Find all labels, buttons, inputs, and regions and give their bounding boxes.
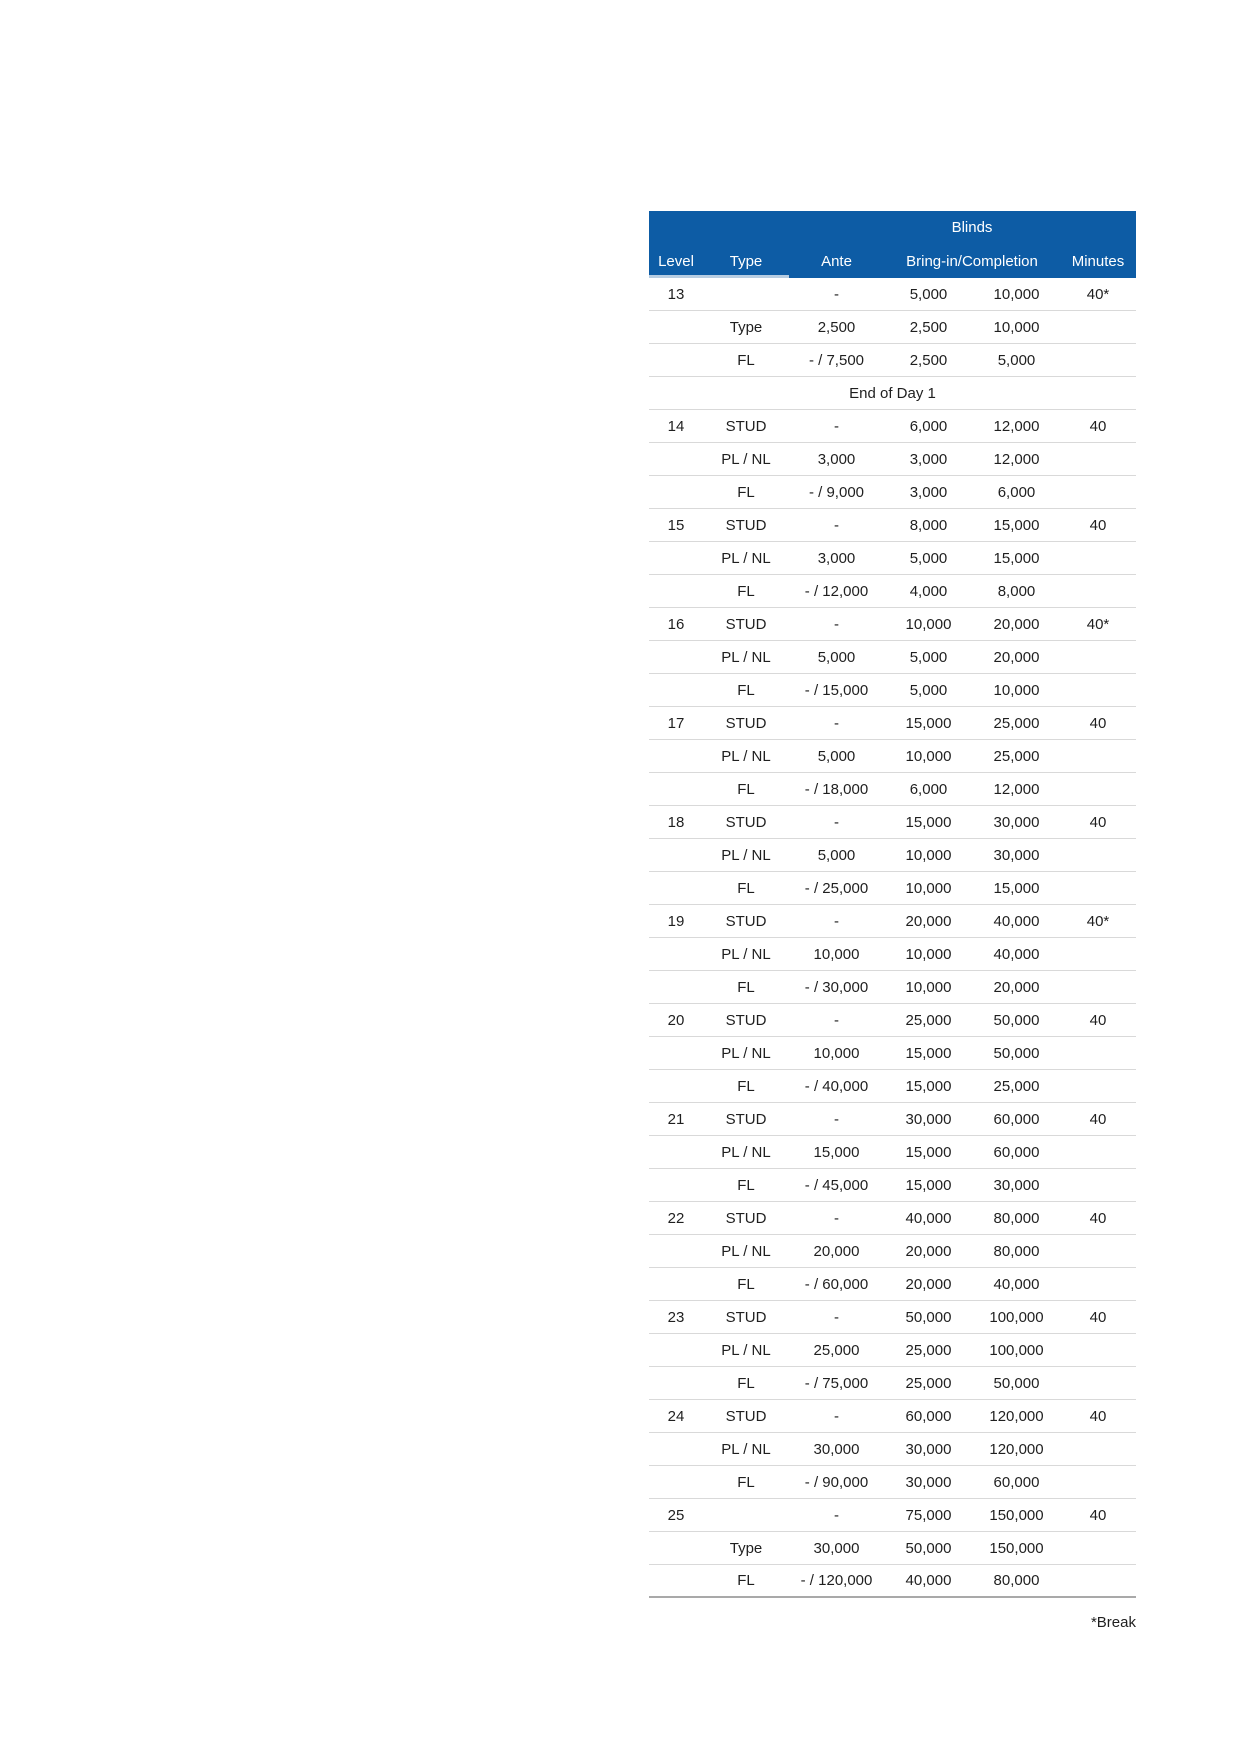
cell-type: STUD (725, 1011, 767, 1029)
header-accent-underline (649, 275, 789, 278)
cell-bringin: 60,000 (905, 1407, 952, 1425)
cell-ante: 5,000 (817, 648, 856, 666)
end-of-day-row (649, 377, 1136, 410)
table-row (649, 1103, 1136, 1136)
cell-ante: - / 7,500 (808, 351, 865, 369)
cell-bringin: 50,000 (905, 1308, 952, 1326)
table-row (649, 707, 1136, 740)
cell-type: FL (737, 1374, 755, 1392)
cell-completion: 10,000 (993, 681, 1040, 699)
cell-type: FL (737, 681, 755, 699)
cell-ante: 5,000 (817, 846, 856, 864)
cell-ante: 25,000 (813, 1341, 860, 1359)
cell-level: 25 (667, 1506, 685, 1524)
cell-ante: - (834, 1209, 839, 1227)
cell-minutes: 40 (1089, 1308, 1107, 1326)
table-row (649, 278, 1136, 311)
table-row (649, 1070, 1136, 1103)
cell-bringin: 5,000 (909, 648, 948, 666)
cell-ante: - (834, 516, 839, 534)
cell-type: PL / NL (721, 747, 771, 765)
cell-level: 14 (667, 417, 685, 435)
table-row (649, 1202, 1136, 1235)
cell-bringin: 2,500 (909, 351, 948, 369)
cell-completion: 120,000 (989, 1440, 1044, 1458)
cell-completion: 15,000 (993, 879, 1040, 897)
cell-type: FL (737, 1077, 755, 1095)
header-type: Type (729, 252, 763, 270)
cell-type: STUD (725, 912, 767, 930)
cell-ante: - (834, 813, 839, 831)
cell-bringin: 15,000 (905, 1044, 952, 1062)
cell-bringin: 15,000 (905, 1077, 952, 1095)
table-row (649, 542, 1136, 575)
cell-bringin: 15,000 (905, 813, 952, 831)
cell-type: STUD (725, 1308, 767, 1326)
cell-type: STUD (725, 1110, 767, 1128)
cell-bringin: 20,000 (905, 1242, 952, 1260)
cell-bringin: 40,000 (905, 1209, 952, 1227)
cell-ante: - / 25,000 (804, 879, 869, 897)
table-row (649, 872, 1136, 905)
cell-ante: - (834, 285, 839, 303)
table-row (649, 1169, 1136, 1202)
cell-completion: 50,000 (993, 1044, 1040, 1062)
table-row (649, 608, 1136, 641)
cell-type: PL / NL (721, 846, 771, 864)
cell-ante: - (834, 615, 839, 633)
cell-type: STUD (725, 516, 767, 534)
table-row (649, 674, 1136, 707)
cell-type: FL (737, 879, 755, 897)
cell-completion: 100,000 (989, 1308, 1044, 1326)
cell-type: FL (737, 1473, 755, 1491)
table-row (649, 1268, 1136, 1301)
table-row (649, 1433, 1136, 1466)
cell-type: STUD (725, 714, 767, 732)
cell-ante: - / 9,000 (808, 483, 865, 501)
header-level: Level (658, 252, 694, 270)
table-row (649, 1037, 1136, 1070)
table-row (649, 971, 1136, 1004)
cell-completion: 20,000 (993, 978, 1040, 996)
cell-bringin: 10,000 (905, 615, 952, 633)
end-of-day-label: End of Day 1 (849, 384, 936, 402)
cell-ante: - / 18,000 (804, 780, 869, 798)
table-row (649, 509, 1136, 542)
table-row (649, 575, 1136, 608)
cell-completion: 60,000 (993, 1473, 1040, 1491)
cell-ante: - (834, 1506, 839, 1524)
table-row (649, 1301, 1136, 1334)
cell-bringin: 30,000 (905, 1440, 952, 1458)
cell-level: 17 (667, 714, 685, 732)
cell-bringin: 30,000 (905, 1110, 952, 1128)
cell-ante: - / 12,000 (804, 582, 869, 600)
cell-bringin: 3,000 (909, 483, 948, 501)
cell-minutes: 40 (1089, 516, 1107, 534)
cell-type: FL (737, 1275, 755, 1293)
cell-type: PL / NL (721, 1440, 771, 1458)
cell-ante: - (834, 1110, 839, 1128)
cell-bringin: 50,000 (905, 1539, 952, 1557)
table-row (649, 1400, 1136, 1433)
cell-ante: - / 15,000 (804, 681, 869, 699)
cell-ante: - / 90,000 (804, 1473, 869, 1491)
cell-type: STUD (725, 1407, 767, 1425)
cell-type: PL / NL (721, 1341, 771, 1359)
cell-level: 23 (667, 1308, 685, 1326)
cell-bringin: 75,000 (905, 1506, 952, 1524)
cell-type: FL (737, 1572, 755, 1589)
cell-completion: 60,000 (993, 1143, 1040, 1161)
cell-completion: 30,000 (993, 846, 1040, 864)
table-row (649, 740, 1136, 773)
table-row (649, 1004, 1136, 1037)
cell-type: FL (737, 483, 755, 501)
table-row (649, 938, 1136, 971)
cell-ante: - / 45,000 (804, 1176, 869, 1194)
cell-type: STUD (725, 615, 767, 633)
cell-minutes: 40 (1089, 1407, 1107, 1425)
cell-completion: 20,000 (993, 648, 1040, 666)
cell-completion: 25,000 (993, 747, 1040, 765)
blind-structure-sheet (649, 211, 1136, 1598)
cell-minutes: 40 (1089, 1110, 1107, 1128)
header-minutes: Minutes (1071, 252, 1125, 270)
cell-bringin: 25,000 (905, 1341, 952, 1359)
header-labels-row (649, 244, 1136, 278)
cell-ante: 30,000 (813, 1440, 860, 1458)
table-row (649, 839, 1136, 872)
cell-completion: 40,000 (993, 912, 1040, 930)
cell-ante: - (834, 1308, 839, 1326)
cell-type: Type (729, 1539, 763, 1557)
cell-minutes: 40 (1089, 1506, 1107, 1524)
cell-completion: 40,000 (993, 945, 1040, 963)
cell-ante: - (834, 1011, 839, 1029)
header-bringin-completion: Bring-in/Completion (906, 252, 1038, 270)
table-row (649, 1466, 1136, 1499)
cell-completion: 20,000 (993, 615, 1040, 633)
cell-ante: 10,000 (813, 945, 860, 963)
table-row (649, 641, 1136, 674)
cell-completion: 12,000 (993, 417, 1040, 435)
cell-bringin: 25,000 (905, 1374, 952, 1392)
cell-type: FL (737, 780, 755, 798)
cell-ante: 30,000 (813, 1539, 860, 1557)
cell-type: PL / NL (721, 1143, 771, 1161)
cell-type: PL / NL (721, 1242, 771, 1260)
cell-ante: 3,000 (817, 450, 856, 468)
cell-level: 15 (667, 516, 685, 534)
cell-ante: - (834, 714, 839, 732)
cell-bringin: 10,000 (905, 978, 952, 996)
cell-completion: 12,000 (993, 780, 1040, 798)
cell-bringin: 6,000 (909, 780, 948, 798)
cell-completion: 8,000 (997, 582, 1036, 600)
cell-ante: 2,500 (817, 318, 856, 336)
table-row (649, 905, 1136, 938)
cell-ante: 20,000 (813, 1242, 860, 1260)
table-row (649, 344, 1136, 377)
table-row (649, 1136, 1136, 1169)
cell-completion: 50,000 (993, 1011, 1040, 1029)
cell-completion: 100,000 (989, 1341, 1044, 1359)
cell-bringin: 10,000 (905, 879, 952, 897)
cell-bringin: 8,000 (909, 516, 948, 534)
cell-completion: 150,000 (989, 1539, 1044, 1557)
cell-ante: - / 120,000 (800, 1572, 873, 1589)
cell-type: FL (737, 1176, 755, 1194)
header-group-spacer-left (649, 211, 884, 244)
cell-bringin: 5,000 (909, 285, 948, 303)
cell-bringin: 5,000 (909, 549, 948, 567)
table-header (649, 211, 1136, 278)
cell-completion: 80,000 (993, 1572, 1040, 1589)
table-row (649, 1334, 1136, 1367)
cell-bringin: 10,000 (905, 846, 952, 864)
cell-type: PL / NL (721, 945, 771, 963)
cell-completion: 80,000 (993, 1209, 1040, 1227)
cell-type: FL (737, 582, 755, 600)
cell-minutes: 40* (1086, 912, 1110, 930)
table-row (649, 311, 1136, 344)
table-row (649, 1367, 1136, 1400)
cell-type: PL / NL (721, 450, 771, 468)
cell-type: STUD (725, 417, 767, 435)
cell-bringin: 20,000 (905, 912, 952, 930)
cell-minutes: 40 (1089, 1011, 1107, 1029)
cell-bringin: 30,000 (905, 1473, 952, 1491)
cell-completion: 60,000 (993, 1110, 1040, 1128)
cell-level: 18 (667, 813, 685, 831)
cell-completion: 10,000 (993, 318, 1040, 336)
cell-bringin: 10,000 (905, 747, 952, 765)
table-row (649, 1565, 1136, 1598)
cell-bringin: 15,000 (905, 1143, 952, 1161)
cell-completion: 5,000 (997, 351, 1036, 369)
cell-bringin: 3,000 (909, 450, 948, 468)
cell-level: 20 (667, 1011, 685, 1029)
cell-type: FL (737, 978, 755, 996)
cell-bringin: 6,000 (909, 417, 948, 435)
cell-type: PL / NL (721, 549, 771, 567)
cell-ante: 5,000 (817, 747, 856, 765)
cell-level: 24 (667, 1407, 685, 1425)
cell-minutes: 40 (1089, 714, 1107, 732)
cell-ante: 15,000 (813, 1143, 860, 1161)
cell-minutes: 40* (1086, 285, 1110, 303)
table-body (649, 278, 1136, 1598)
cell-completion: 25,000 (993, 714, 1040, 732)
cell-bringin: 5,000 (909, 681, 948, 699)
cell-minutes: 40 (1089, 813, 1107, 831)
header-group-spacer-right (1060, 211, 1136, 244)
header-ante: Ante (821, 252, 852, 270)
cell-completion: 15,000 (993, 549, 1040, 567)
cell-completion: 120,000 (989, 1407, 1044, 1425)
cell-bringin: 2,500 (909, 318, 948, 336)
cell-bringin: 10,000 (905, 945, 952, 963)
cell-ante: - / 60,000 (804, 1275, 869, 1293)
cell-type: PL / NL (721, 648, 771, 666)
table-row (649, 1532, 1136, 1565)
cell-ante: 3,000 (817, 549, 856, 567)
cell-level: 22 (667, 1209, 685, 1227)
cell-completion: 80,000 (993, 1242, 1040, 1260)
cell-type: STUD (725, 1209, 767, 1227)
cell-bringin: 15,000 (905, 1176, 952, 1194)
cell-ante: - (834, 1407, 839, 1425)
cell-completion: 150,000 (989, 1506, 1044, 1524)
cell-ante: - / 30,000 (804, 978, 869, 996)
cell-level: 16 (667, 615, 685, 633)
cell-ante: - / 75,000 (804, 1374, 869, 1392)
cell-ante: - (834, 912, 839, 930)
cell-level: 19 (667, 912, 685, 930)
cell-bringin: 15,000 (905, 714, 952, 732)
table-row (649, 773, 1136, 806)
cell-ante: 10,000 (813, 1044, 860, 1062)
cell-bringin: 20,000 (905, 1275, 952, 1293)
cell-completion: 12,000 (993, 450, 1040, 468)
cell-bringin: 4,000 (909, 582, 948, 600)
cell-level: 13 (667, 285, 685, 303)
cell-completion: 50,000 (993, 1374, 1040, 1392)
table-row (649, 476, 1136, 509)
cell-minutes: 40 (1089, 417, 1107, 435)
cell-bringin: 25,000 (905, 1011, 952, 1029)
cell-minutes: 40 (1089, 1209, 1107, 1227)
cell-completion: 40,000 (993, 1275, 1040, 1293)
table-row (649, 410, 1136, 443)
cell-completion: 6,000 (997, 483, 1036, 501)
cell-completion: 30,000 (993, 813, 1040, 831)
header-group-blinds: Blinds (951, 219, 993, 236)
cell-type: STUD (725, 813, 767, 831)
header-group-row (649, 211, 1136, 244)
cell-ante: - / 40,000 (804, 1077, 869, 1095)
cell-ante: - (834, 417, 839, 435)
cell-bringin: 40,000 (905, 1572, 952, 1589)
cell-type: FL (737, 351, 755, 369)
table-row (649, 1235, 1136, 1268)
cell-minutes: 40* (1086, 615, 1110, 633)
cell-completion: 15,000 (993, 516, 1040, 534)
cell-completion: 30,000 (993, 1176, 1040, 1194)
table-row (649, 443, 1136, 476)
table-row (649, 1499, 1136, 1532)
cell-completion: 10,000 (993, 285, 1040, 303)
cell-level: 21 (667, 1110, 685, 1128)
cell-completion: 25,000 (993, 1077, 1040, 1095)
cell-type: Type (729, 318, 763, 336)
break-footnote: *Break (1090, 1614, 1136, 1631)
cell-type: PL / NL (721, 1044, 771, 1062)
table-row (649, 806, 1136, 839)
